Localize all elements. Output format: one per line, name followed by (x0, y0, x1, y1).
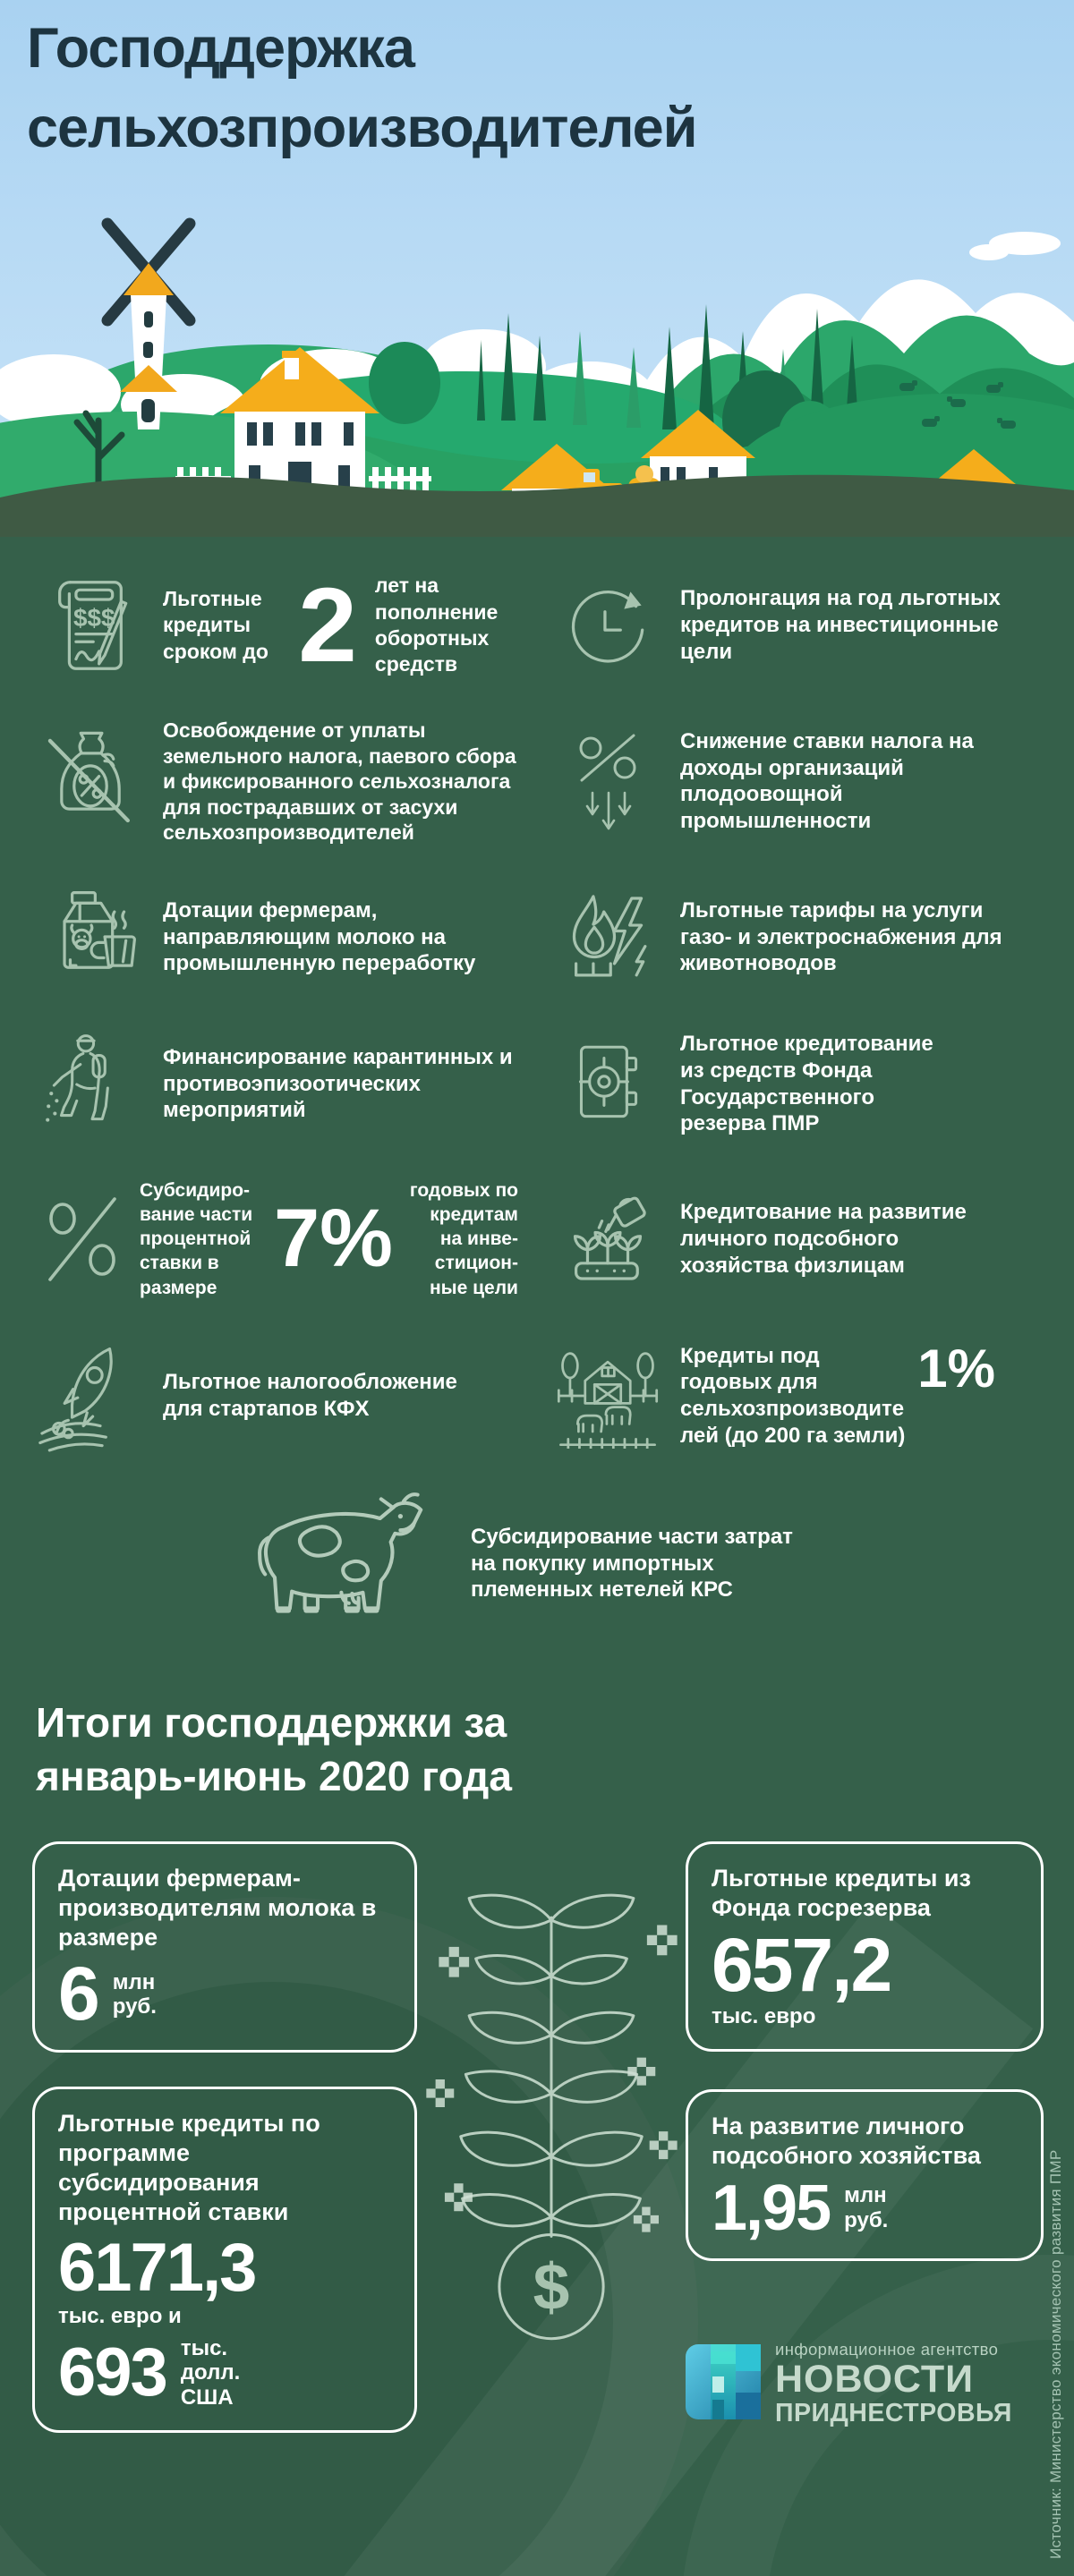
benefits-grid (0, 537, 1074, 1452)
card-unit: тыс. евро и (58, 2304, 182, 2329)
benefit-prolongation (553, 573, 1047, 678)
money-bag-no-icon (36, 728, 145, 834)
flame-lightning-icon (553, 885, 662, 990)
benefit-loans-2-years (36, 565, 530, 684)
benefit-startup-taxation (36, 1339, 530, 1452)
results-section (0, 1804, 1074, 2433)
benefit-quarantine-financing (36, 1030, 530, 1139)
receipt-dollar-icon (36, 573, 145, 678)
benefit-text-post: годовых по кредитам на инве- стицион- ные цели (409, 1179, 518, 1298)
safe-icon (553, 1034, 662, 1135)
card-value2: 693 (58, 2334, 166, 2411)
benefit-rate-reduction (553, 718, 1047, 846)
card-label: Льготные кредиты из Фонда госрезерва (712, 1864, 971, 1921)
page-title-line2: сельхозпроизводителей (27, 97, 697, 160)
novosti-pridnestrovya-logo-icon (686, 2344, 761, 2424)
result-card-reserve-fund-credits (686, 1841, 1044, 2052)
benefit-big-number: 1% (917, 1338, 995, 1399)
logo-agency-line: информационное агентство (775, 2340, 999, 2359)
results-left-column (32, 1841, 417, 2433)
percent-icon (36, 1190, 129, 1288)
page-title-line1: Господдержка (27, 17, 414, 80)
milk-carton-icon (36, 885, 145, 990)
card-unit2: тыс. долл. США (180, 2335, 241, 2410)
benefit-text-post: годовых для сельхозпроизводите лей (до 200 га земли) (680, 1370, 906, 1448)
logo-brand-line2: ПРИДНЕСТРОВЬЯ (775, 2399, 1012, 2428)
benefit-text: Кредитование на развитие личного подсобного хозяйства физлицам (680, 1200, 967, 1278)
benefit-1-percent-credits (553, 1339, 1047, 1452)
benefit-text-pre: Льготные кредиты сроком до (163, 586, 268, 663)
benefit-big-number: 7% (274, 1193, 393, 1285)
sprayer-person-icon (36, 1030, 145, 1139)
benefit-tax-exemption (36, 718, 530, 846)
benefit-text-block (680, 1338, 995, 1450)
card-value: 6171,3 (58, 2230, 256, 2307)
result-card-milk-subsidy (32, 1841, 417, 2053)
news-agency-logo (686, 2340, 1044, 2427)
hero-section (0, 0, 1074, 537)
card-value: 657,2 (712, 1922, 891, 2007)
watering-can-icon (553, 1186, 662, 1292)
barn-cows-icon (553, 1343, 662, 1449)
benefit-big-number: 2 (298, 565, 357, 684)
benefit-text: Льготные тарифы на услуги газо- и электроснабжения для животноводов (680, 897, 1002, 976)
card-unit: млн руб. (112, 1969, 157, 2019)
card-label: На развитие личного подсобного хозяйства (712, 2112, 981, 2169)
benefit-text: Пролонгация на год льготных кредитов на инвестиционные цели (680, 586, 1001, 664)
card-label: Льготные кредиты по программе субсидирования процентной ставки (58, 2110, 320, 2226)
benefit-text-post: лет на пополнение оборотных средств (374, 574, 499, 676)
benefit-text-pre: Кредиты под (680, 1343, 820, 1368)
page-title (27, 9, 696, 169)
percent-down-arrows-icon (553, 728, 662, 834)
card-label: Дотации фермерам- производителям молока в размере (58, 1864, 377, 1951)
result-card-personal-farming (686, 2089, 1044, 2261)
benefit-milk-subsidies (36, 885, 530, 990)
rocket-icon (36, 1339, 145, 1452)
results-right-column (686, 1841, 1044, 2433)
results-heading: Итоги господдержки за январь-июнь 2020 года (36, 1699, 512, 1799)
result-card-subsidized-credits (32, 2087, 417, 2432)
source-credit: Источник: Министерство экономического развития ПМР (1047, 2149, 1064, 2559)
benefit-personal-farming (553, 1178, 1047, 1300)
clock-refresh-icon (553, 575, 662, 676)
svg-text:$: $ (533, 2250, 570, 2324)
card-value: 6 (58, 1951, 98, 2036)
card-value: 1,95 (712, 2172, 831, 2244)
benefit-7-percent-subsidy (36, 1178, 530, 1300)
benefit-text: Дотации фермерам, направляющим молоко на промышленную переработку (163, 897, 476, 976)
benefit-text: Льготное кредитование из средств Фонда Государственного резерва ПМР (680, 1032, 933, 1136)
benefit-reserve-fund (553, 1030, 1047, 1139)
results-center-illustration (417, 1841, 686, 2433)
plant-coin-icon (417, 1847, 686, 2370)
benefit-text-pre: Субсидиро- вание части процентной ставки в размере (140, 1179, 253, 1298)
card-unit: тыс. евро (712, 2004, 816, 2029)
svg-text:$$$: $$$ (73, 604, 115, 633)
benefit-text: Финансирование карантинных и противоэпизоотических мероприятий (163, 1044, 513, 1123)
card-unit: млн руб. (844, 2183, 889, 2232)
benefit-energy-tariffs (553, 885, 1047, 990)
benefit-text: Субсидирование части затрат на покупку импортных племенных нетелей КРС (471, 1524, 793, 1603)
benefit-text: Освобождение от уплаты земельного налога, паевого сбора и фиксированного сельхозналога для пострадавших от засухи сельхозпроизводителей (163, 718, 516, 845)
logo-brand-line1: НОВОСТИ (775, 2358, 975, 2402)
cow-icon (242, 1486, 448, 1641)
benefit-text: Снижение ставки налога на доходы организаций плодоовощной промышленности (680, 728, 974, 834)
benefit-heifers-subsidy (242, 1486, 832, 1641)
benefit-text: Льготное налогообложение для стартапов КФХ (163, 1370, 457, 1422)
